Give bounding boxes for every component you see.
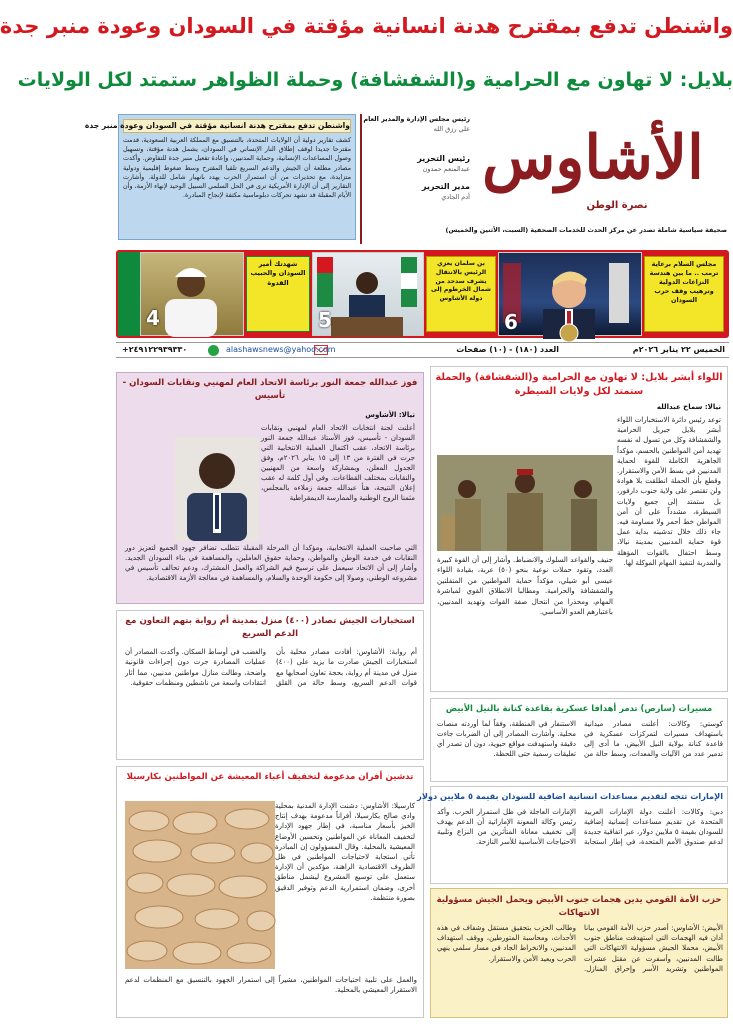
umma-title: حزب الأمة القومي يدين هجمات جنوب الأبيض ويحمل الجيش مسؤولية الانتهاكات — [436, 894, 722, 917]
flour-photo — [125, 801, 275, 969]
strip-card-4[interactable]: شهدتك أمير السودان والحبيب القدوة — [246, 256, 310, 332]
chairman-label: رئيس مجلس الإدارة والمدير العام — [363, 115, 470, 123]
strip-card-5[interactable]: بن سلمان يعزي الرئيس بالانتقال يشرف سدحد من شمال الخرطوم إلى دولة الأشاوس — [426, 256, 496, 332]
emirates-title: الإمارات تتجه لتقديم مساعدات انسانية اضافية للسودان بقيمة ٥ ملايين دولار — [417, 791, 723, 801]
army-body: أم روابة: الأشاوس: أفادت مصادر محلية بأن استخبارات الجيش صادرت ما يزيد على (٤٠٠) منزل في مدينة أم روابة، بحجة تعاون أصحابها مع قوات الدعم السريع، وسط حالة من القلق والغضب في أوساط السكان. وأكدت المصادر أن عمليات المصادرة جرت دون إجراءات قانونية واضحة، وطالت منازل مواطنين مدنيين، مما أثار انتقادات واسعة من ناشطين ومنظمات حقوقية. — [125, 648, 417, 688]
union-story — [116, 372, 424, 604]
lead-photo — [437, 455, 613, 551]
army-story — [116, 610, 424, 760]
phone-text[interactable]: +٢٤٩١٢٢٩٣٩٣٣٠ — [122, 345, 188, 354]
flour-story — [116, 766, 424, 1018]
staff-box — [360, 114, 470, 244]
lead-title: اللواء أبشر بلايل: لا تهاون مع الحرامية و(الشفشافة) والحملة ستمتد لكل ولايات السيطرة — [435, 372, 723, 397]
masthead-logo: الأشاوس — [482, 123, 704, 193]
lead-byline: نيالا: سماح عبدالله — [656, 403, 721, 411]
flour-title: تدشين أفران مدعومة لتخفيف أعباء المعيشة عن المواطنين بكارسيلا — [126, 772, 414, 782]
emirates-story — [417, 786, 728, 884]
top-headline-1: واشنطن تدفع بمقترح هدنة انسانية مؤقتة في السودان وعودة منبر جدة — [0, 14, 733, 38]
army-title: استخبارات الجيش تصادر (٤٠٠) منزل بمدينة أم روابة بتهم التعاون مع الدعم السريع — [125, 616, 415, 639]
email-text[interactable]: alashawsnews@yahoo.com — [226, 345, 336, 354]
managing-label: مدير التحرير — [421, 182, 470, 191]
lead-body-1: توعد رئيس دائرة الاستخبارات اللواء أبشر بلايل جبريل الحرامية والشفشافة وكل من تسول له نفسه تهديد أمن المواطنين بالحسم، مؤكداً الجاهزية الكاملة للقوة لحماية المدنيين في بسط الأمن والاستقرار. وقطع بأن الحملة انطلقت بلا هوادة ولن تقتصر على ولاية جنوب دارفور، بل ستمتد إلى جميع ولايات السيطرة، مشدداً على أن أمن المواطن خط أحمر ولا مساومة فيه. جاء ذلك خلال تدشينه بداية عمل قوة حماية المدنيين بمدينة نيالا، وسط احتفال بالقوات المؤهلة والمدربة لتنفيذ المهام الموكلة لها. — [617, 416, 721, 567]
issue-date: الخميس ٢٢ يناير ٢٠٢٦م — [632, 345, 725, 354]
editor-label: رئيس التحرير — [417, 154, 470, 163]
info-bar — [116, 342, 729, 358]
lead-story — [430, 366, 728, 692]
flour-body-2: والعمل على تلبية احتياجات المواطنين، مشيراً إلى استمرار الجهود بالتنسيق مع المنظمات لدعم الاستقرار المعيشي بالمحلية. — [125, 976, 417, 994]
flour-body: كارسيلا: الأشاوس: دشنت الإدارة المدنية بمحلية وادي صالح بكارسيلا، أفراناً مدعومة بهدف إنتاج الخبز بأسعار مناسبة، في إطار جهود الإدارة لتخفيف المعاناة عن المواطنين وتحسين الأوضاع المعيشية بالمحلية. وقال المسؤولون إن المبادرة تأتي استجابة لاحتياجات المواطنين في ظل الظروف الاقتصادية الراهنة، مؤكدين أن الإدارة ستعمل على توسيع المشروع ليشمل مناطق أخرى، وضمان استمرارية الدعم وتوفير الدقيق بصورة منتظمة. — [275, 802, 415, 902]
kenana-story — [430, 698, 728, 782]
umma-body: الأبيض: الأشاوس: أصدر حزب الأمة القومي بيانا أدان فيه الهجمات التي استهدفت مناطق جنوب الأبيض، محملا الجيش مسؤولية الانتهاكات التي طالت المدنيين، وأسفرت عن مقتل عشرات المواطنين وتشريد الأسر وإحراق المنازل. وطالب الحزب بتحقيق مستقل وشفاف في هذه الأحداث، ومحاسبة المتورطين، ووقف استهداف المدنيين، والانخراط الجاد في مسار سلمي ينهي الحرب ويعيد الأمن والاستقرار. — [437, 924, 723, 973]
strip-card-6[interactable]: مجلس السلام برعاية ترمب .. ما بين هندسة النزاعات الدولية وترهيب وقف حرب السودان — [644, 256, 724, 332]
lead-body-2: جنيف والقواعد السلوك والانضباط. وأشار إلى أن القوة كبيرة العدد، وتقود حملات نوعية بنحو (٥٠) عربة، بقيادة اللواء عيسى أبو شيلي، مؤكداً حماية المواطنين من المتفلتين والشفشافة والحرامية. ومطالبا الانطلاق القوي لمباشرة المهام، ومحذرا من انتحال صفة القوات وتهديد المدنيين، باعتبارهم العدو الأساسي. — [437, 556, 613, 617]
strip-photo-6 — [498, 252, 642, 336]
strip-number-6: 6 — [504, 310, 518, 334]
union-photo — [175, 437, 259, 541]
chairman-name: علي رزق الله — [433, 125, 470, 133]
union-title: فوز عبدالله جمعة النور برئاسة الاتحاد العام لمهنيي ونقابات السودان - تأسيس — [122, 378, 418, 401]
umma-story — [430, 888, 728, 1018]
top-story-body: كشف تقارير دولية أن الولايات المتحدة، بالتنسيق مع المملكة العربية السعودية، قدمت مقترحا جديدا لوقف إطلاق النار الإنساني في السودان، يشمل هدنة مؤقتة، وتسهيل وصول المساعدات الإنسانية، وحماية المدنيين، وإعادة تفعيل منبر جدة للتفاوض. وأكدت مصادر مطلعة أن الجيش والدعم السريع تلقيا المقترح وسط ضغوط إقليمية ودولية متزايدة، مع تحذيرات من أن استمرار الحرب يهدد بانهيار شامل للدولة. وأشارت التقارير إلى أن الإدارة الأمريكية ترى في الحل السلمي السبيل الوحيد لإنهاء الأزمة، وأن الأيام المقبلة قد تشهد تحركات دبلوماسية مكثفة لإنجاح المبادرة. — [123, 136, 351, 200]
whatsapp-icon — [208, 345, 219, 356]
editor-name: عبدالمنعم حمدون — [422, 165, 470, 173]
issue-number: العدد (١٨٠) - (١٠) صفحات — [456, 345, 559, 354]
kenana-body: كوستي: وكالات: أعلنت مصادر ميدانية باستهداف مسيرات لتمركزات عسكرية في قاعدة كنانة بولاية النيل الأبيض، ما أدى إلى تدمير عدد من الآليات والمعدات، وسط حالة من الاستنفار في المنطقة، وفقاً لما أوردته منصات محلية. وأشارت المصادر إلى أن الضربات جاءت دقيقة واستهدفت مواقع حيوية، دون أن تصدر أي تعليقات رسمية حتى اللحظة. — [437, 720, 723, 758]
masthead-tagline: صحيفة سياسية شاملة تصدر عن مركز الحدث للخدمات الصحفية (السبت، الأثنين والخميس) — [445, 226, 727, 234]
masthead-slogan: نصرة الوطن — [586, 200, 648, 211]
speaker-photo — [497, 253, 641, 337]
top-headline-2: بلايل: لا تهاون مع الحرامية و(الشفشافة) وحملة الظواهر ستمتد لكل الولايات — [17, 69, 733, 91]
strip-badge — [118, 252, 140, 336]
union-body-2: التي صاحبت العملية الانتخابية، ومؤكدا أن المرحلة المقبلة تتطلب تضافر جهود الجميع لتعزيز دور النقابات في خدمة الوطن والمواطن، وحماية حقوق العاملين، والمساهمة في بناء السودان الجديد. وأشار إلى أن الاتحاد سيعمل على ترسيخ قيم الشراكة والعمل المشترك، ودعم تحالف تأسيس في مشروعه الوطني، وصولا إلى حكومة الوحدة والسلام، والمساهمة في معالجة الأزمة الاقتصادية. — [125, 544, 417, 582]
top-story-box — [84, 114, 356, 240]
union-byline: نيالا: الأشاوس — [365, 411, 415, 419]
kenana-title: مسيرات (سارص) تدمر أهدافا عسكرية بقاعدة كنانة بالنيل الأبيض — [445, 703, 713, 713]
strip-number-4: 4 — [146, 306, 160, 330]
top-story-title: واشنطن تدفع بمقترح هدنة انسانية مؤقتة في السودان وعودة منبر جدة — [123, 119, 351, 133]
emirates-body: دبي: وكالات: أعلنت دولة الإمارات العربية المتحدة عن تقديم مساعدات إنسانية إضافية للسودان بقيمة ٥ ملايين دولار، عبر اتفاقية جديدة لدعم صندوق الأمم المتحدة، في إطار استجابة الإمارات العاجلة في ظل استمرار الحرب. وأكد رئيس وكالة المعونة الإماراتية أن الدعم يهدف إلى تخفيف معاناة المتأثرين من النزاع وتلبية الاحتياجات الأساسية للأسر النازحة. — [437, 808, 723, 846]
strip-number-5: 5 — [318, 308, 332, 332]
union-body-1: أعلنت لجنة انتخابات الاتحاد العام لمهنيي ونقابات السودان - تأسيس، فوز الأستاذ عبدالله جمعة النور برئاسة الاتحاد، عقب اكتمال العملية الانتخابية التي جرت في الفترة من ١٣ إلى ١٥ يناير ٢٠٢٦م، وفق الجدول المعلن، وبمشاركة واسعة من المهنيين والنقابات بمختلف القطاعات. وفي أول كلمة له عقب إعلان النتيجة، هنأ عبدالله جمعة زملاءه بالمجلس، مثمنا الروح الوطنية والممارسة الديمقراطية — [261, 424, 415, 502]
managing-name: أدم الجادي — [441, 193, 470, 201]
